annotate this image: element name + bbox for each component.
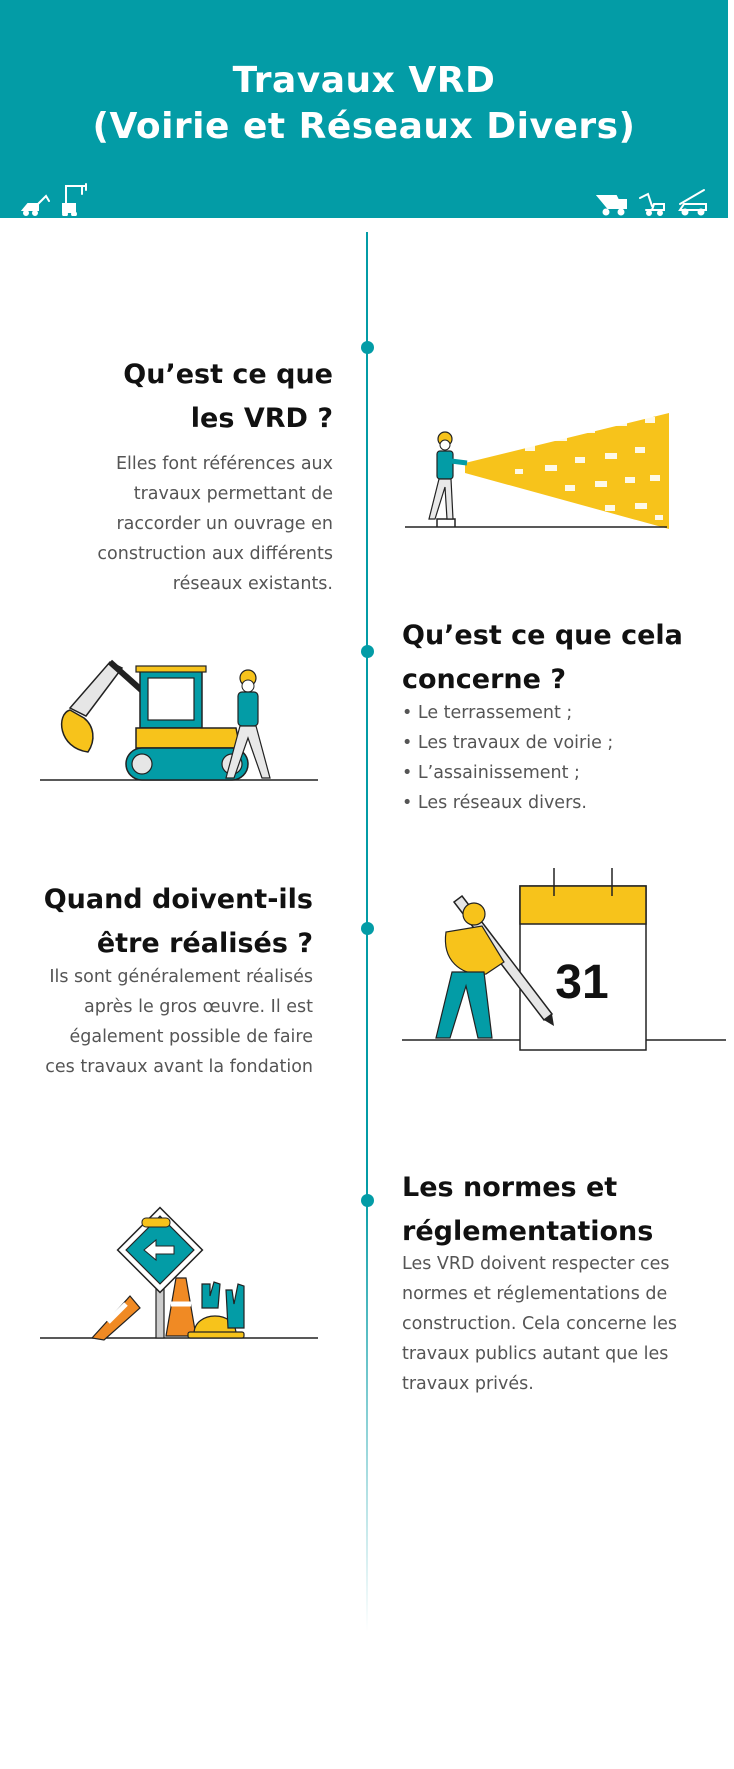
worker-flashlight-illustration <box>405 405 680 535</box>
mobile-crane-icon <box>676 188 710 216</box>
list-item: • L’assainissement ; <box>402 763 580 783</box>
excavator-icon <box>20 192 50 216</box>
section-body: Ils sont généralement réalisés après le gros œuvre. Il est également possible de faire ces travaux avant la fondation <box>45 967 313 1077</box>
timeline-dot <box>361 341 374 354</box>
bullet-list <box>402 698 613 818</box>
truck-icon <box>596 192 630 216</box>
page-title <box>0 58 728 150</box>
section-body: Elles font références aux travaux permettant de raccorder un ouvrage en construction aux différents réseaux existants. <box>97 454 333 594</box>
timeline-dot <box>361 1194 374 1207</box>
section-title: Qu’est ce que les VRD ? <box>123 359 333 434</box>
section-title: Les normes et réglementations <box>402 1172 654 1247</box>
section-title: Qu’est ce que cela concerne ? <box>402 620 683 695</box>
list-item: • Les travaux de voirie ; <box>402 733 614 753</box>
calendar-worker-illustration <box>402 866 728 1052</box>
calendar-day: 31 <box>555 956 609 1009</box>
list-item: • Le terrassement ; <box>402 703 573 723</box>
backhoe-icon <box>636 192 666 216</box>
section-body: Les VRD doivent respecter ces normes et réglementations de construction. Cela concerne les travaux publics autant que les travaux privés. <box>402 1254 677 1394</box>
section-title: Quand doivent-ils être réalisés ? <box>43 884 313 959</box>
excavator-worker-illustration <box>40 648 320 793</box>
header-banner <box>0 0 728 220</box>
timeline-dot <box>361 645 374 658</box>
safety-equipment-illustration <box>40 1200 320 1350</box>
title-line-1: Travaux VRD <box>232 60 496 101</box>
title-line-2: (Voirie et Réseaux Divers) <box>92 106 636 147</box>
timeline-dot <box>361 922 374 935</box>
crane-icon <box>60 182 90 216</box>
list-item: • Les réseaux divers. <box>402 793 587 813</box>
